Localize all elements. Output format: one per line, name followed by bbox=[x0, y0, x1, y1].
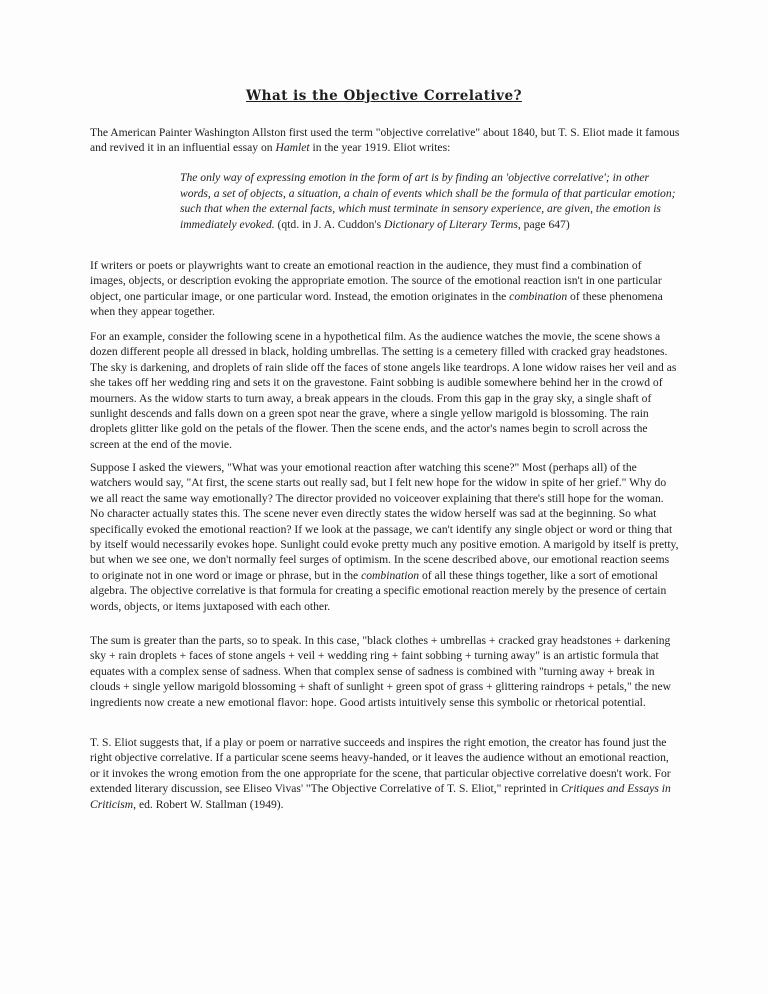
paragraph-intro bbox=[90, 125, 680, 156]
paragraph-combination-end: of these phenomena when they appear together. bbox=[90, 289, 663, 319]
block-quote bbox=[180, 170, 680, 232]
critiques-book-title: Critiques and Essays in Criticism, bbox=[90, 782, 671, 811]
cited-book-title: Dictionary of Literary Terms bbox=[383, 217, 518, 231]
paragraph-eliot-end: ed. Robert W. Stallman (1949). bbox=[136, 797, 284, 811]
paragraph-viewers bbox=[90, 460, 680, 614]
page-title: What is the Objective Correlative? bbox=[246, 88, 522, 104]
quote-text: The only way of expressing emotion in the form of art is by finding an 'objective correlative'; in other words, a set of objects, a situation, a chain of events which shall be the formula of that particular emotion; such that when the external facts, which must terminate in sensory experience, are given, the emotion is immediately evoked. bbox=[180, 171, 676, 231]
paragraph-eliot-text: T. S. Eliot suggests that, if a play or poem or narrative succeeds and inspires the right emotion, the creator has found just the right objective correlative. If a particular scene seems heavy-handed, or it leaves the audience without an emotional reaction, or it invokes the wrong emotion from the one appropriate for the scene, that particular objective correlative doesn't work. For extended literary discussion, see Eliseo Vivas' "The Objective Correlative of T. S. Eliot," reprinted in bbox=[90, 736, 671, 796]
paragraph-viewers-text: Suppose I asked the viewers, "What was your emotional reaction after watching this scene?" Most (perhaps all) of the watchers would say, "At first, the scene starts out really sad, but I felt new hope for the widow in spite of her grief." Why do we all react the same way emotionally? The director provided no voiceover explaining that there's still hope for the woman. No character actually states this. The scene never even directly states the widow herself was sad at the beginning. So what specifically evoked the emotional reaction? If we look at the passage, we can't identify any single object or word or thing that by itself would necessarily evokes hope. Sunlight could evoke pretty much any positive emotion. A marigold by itself is pretty, but when we see one, we don't normally feel surges of optimism. In the scene described above, our emotional reaction seems to originate not in one word or image or phrase, but in the bbox=[90, 461, 679, 582]
hamlet-title: Hamlet bbox=[275, 141, 310, 155]
paragraph-intro-text: The American Painter Washington Allston first used the term "objective correlative" about 1840, but T. S. Eliot made it famous and revived it in an influential essay on bbox=[90, 126, 680, 155]
paragraph-viewers-end: of all these things together, like a sort of emotional algebra. The objective correlative is that formula for creating a specific emotional reaction merely by the presence of certain words, objects, or items juxtaposed with each other. bbox=[90, 568, 667, 613]
paragraph-eliot-conclusion bbox=[90, 735, 680, 812]
paragraph-combination-text: If writers or poets or playwrights want to create an emotional reaction in the audience, they must find a combination of images, objects, or description evoking the appropriate emotion. The source of the emotional reaction isn't in one particular object, one particular image, or one particular word. Instead, the emotion originates in the bbox=[90, 259, 662, 303]
quote-citation-end: , page 647) bbox=[517, 217, 570, 231]
paragraph-sum-of-parts: The sum is greater than the parts, so to speak. In this case, "black clothes + umbrellas + cracked gray headstones + darkening sky + rain droplets + faces of stone angels + veil + wedding ring + faint sobbing + turning away" is an artistic formula that equates with a complex sense of sadness. When that complex sense of sadness is combined with "turning away + break in clouds + single yellow marigold blossoming + shaft of sunlight + green spot of grass + glittering raindrops + petals," the new ingredients now create a new emotional flavor: hope. Good artists intuitively sense this symbolic or rhetorical potential. bbox=[90, 634, 671, 709]
emphasis-combination: combination bbox=[509, 289, 568, 303]
emphasis-combination-2: combination bbox=[361, 568, 420, 582]
paragraph-example-scene: For an example, consider the following scene in a hypothetical film. As the audience watches the movie, the scene shows a dozen different people all dressed in black, holding umbrellas. The setting is a cemetery filled with cracked gray headstones. The sky is darkening, and droplets of rain slide off the faces of stone angels like teardrops. A lone widow raises her veil and as she takes off her wedding ring and sets it on the gravestone. Faint sobbing is audible somewhere behind her in the crowd of mourners. As the widow starts to turn away, a break appears in the clouds. From this gap in the gray sky, a single shaft of sunlight descends and falls down on a green spot near the grave, where a single yellow marigold is blossoming. The rain droplets glitter like gold on the petals of the flower. Then the scene ends, and the actor's names begin to scroll across the screen at the end of the movie. bbox=[90, 330, 677, 451]
paragraph-intro-end: in the year 1919. Eliot writes: bbox=[309, 141, 451, 155]
paragraph-combination bbox=[90, 258, 680, 320]
quote-citation: (qtd. in J. A. Cuddon's bbox=[274, 217, 384, 231]
